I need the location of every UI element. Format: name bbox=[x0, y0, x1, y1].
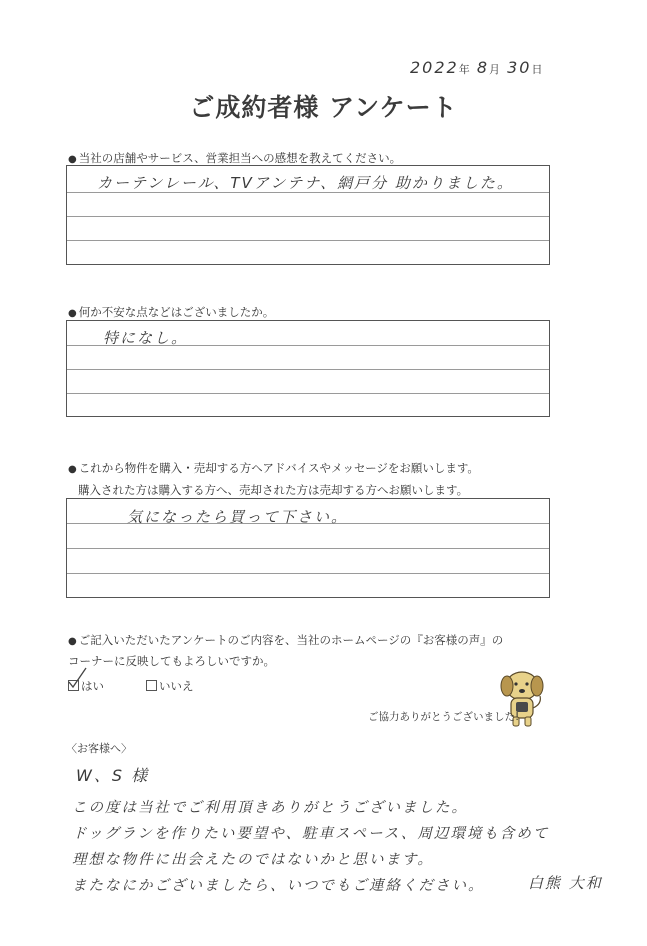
message-line-1: この度は当社でご利用頂きありがとうございました。 bbox=[72, 800, 468, 816]
answer-box-2 bbox=[66, 320, 550, 417]
question-2-label: ● 何か不安な点などはございましたか。 bbox=[68, 305, 275, 319]
answer-3-text: 気になったら買って下さい。 bbox=[127, 508, 349, 526]
signature: 白熊 大和 bbox=[528, 874, 603, 892]
message-line-2: ドッグランを作りたい要望や、駐車スペース、周辺環境も含めて bbox=[72, 826, 550, 842]
answer-2-text: 特になし。 bbox=[103, 329, 189, 347]
customer-name: W、S 様 bbox=[76, 766, 150, 785]
checkbox-no-box[interactable] bbox=[146, 680, 157, 691]
message-line-4: またなにかございましたら、いつでもご連絡ください。 bbox=[72, 878, 485, 894]
question-1-label: ● 当社の店舗やサービス、営業担当への感想を教えてください。 bbox=[68, 151, 402, 165]
checkbox-no[interactable]: いいえ bbox=[146, 678, 194, 694]
page-title: ご成約者様 アンケート bbox=[189, 93, 458, 122]
question-3-label: ● これから物件を購入・売却する方へアドバイスやメッセージをお願いします。 bbox=[68, 461, 479, 475]
question-4-sublabel: コーナーに反映してもよろしいですか。 bbox=[68, 654, 275, 668]
customer-section-header: 〈お客様へ〉 bbox=[66, 742, 132, 755]
survey-date: 2022年 8月 30日 bbox=[410, 58, 543, 77]
answer-box-1 bbox=[66, 165, 550, 265]
check-mark-icon bbox=[67, 666, 89, 690]
answer-box-3 bbox=[66, 498, 550, 598]
checkbox-yes[interactable]: はい bbox=[68, 678, 104, 694]
message-line-3: 理想な物件に出会えたのではないかと思います。 bbox=[72, 852, 434, 868]
question-3-sublabel: 購入された方は購入する方へ、売却された方は売却する方へお願いします。 bbox=[78, 483, 469, 497]
thanks-message: ご協力ありがとうございました! bbox=[368, 711, 520, 723]
question-4-label: ● ご記入いただいたアンケートのご内容を、当社のホームページの『お客様の声』の bbox=[68, 633, 504, 647]
answer-1-text: カーテンレール、TVアンテナ、網戸分 助かりました。 bbox=[97, 174, 514, 192]
